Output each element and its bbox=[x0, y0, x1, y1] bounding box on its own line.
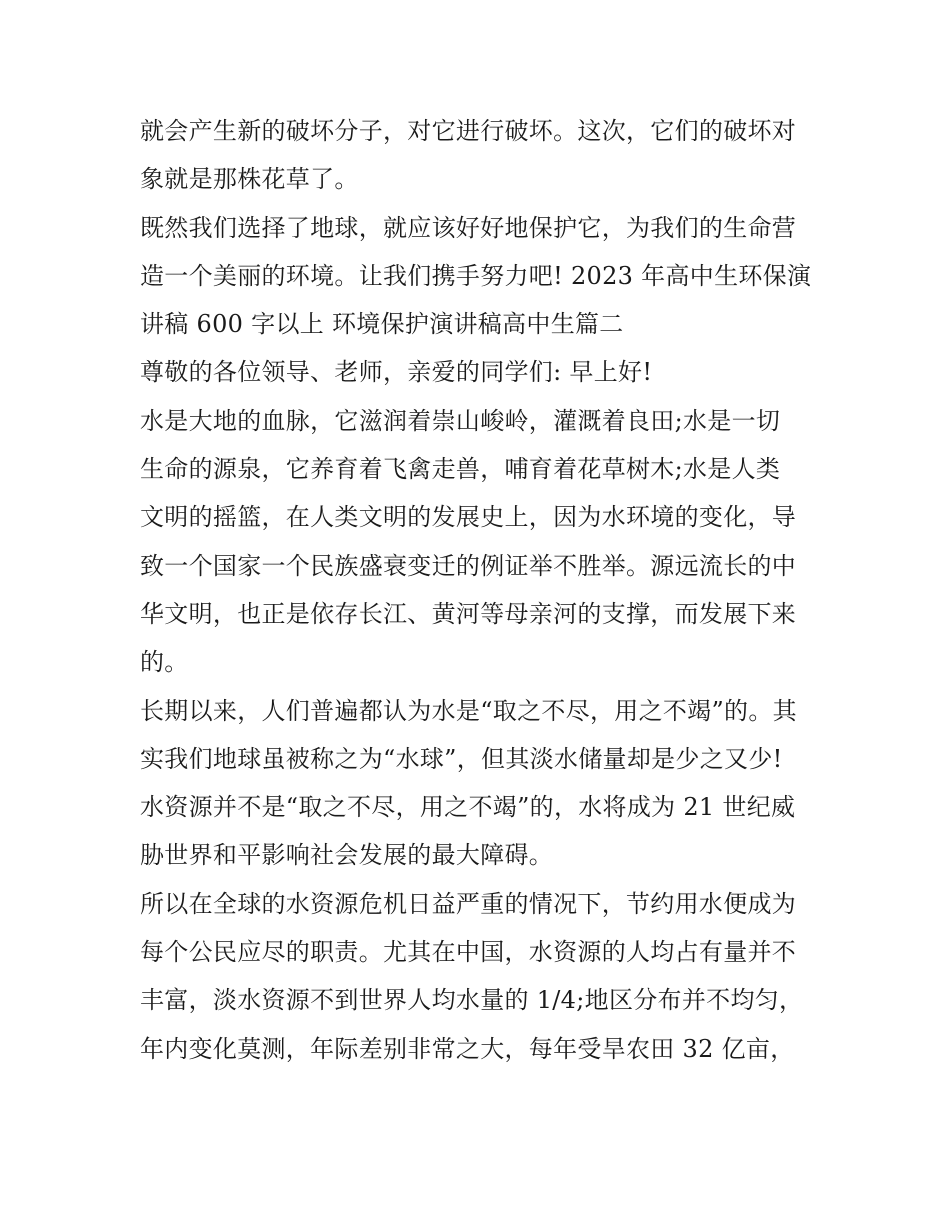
text-line: 就会产生新的破坏分子，对它进行破坏。这次，它们的破坏对 bbox=[140, 117, 797, 145]
text-line: 丰富，淡水资源不到世界人均水量的 1/4;地区分布并不均匀， bbox=[140, 986, 804, 1015]
text-line: 年内变化莫测，年际差别非常之大，每年受旱农田 32 亿亩， bbox=[140, 1034, 795, 1063]
text-line: 的。 bbox=[140, 648, 189, 677]
text-line: 华文明，也正是依存长江、黄河等母亲河的支撑，而发展下来 bbox=[140, 599, 797, 628]
text-line: 致一个国家一个民族盛衰变迁的例证举不胜举。源远流长的中 bbox=[140, 551, 797, 580]
text-line: 既然我们选择了地球，就应该好好地保护它，为我们的生命营 bbox=[140, 213, 797, 242]
text-line: 文明的摇篮，在人类文明的发展史上，因为水环境的变化，导 bbox=[140, 503, 797, 532]
text-line: 胁世界和平影响社会发展的最大障碍。 bbox=[140, 841, 554, 870]
text-line: 讲稿 600 字以上 环境保护演讲稿高中生篇二 bbox=[140, 310, 624, 339]
text-line: 尊敬的各位领导、老师，亲爱的同学们: 早上好! bbox=[140, 358, 653, 387]
text-line: 生命的源泉，它养育着飞禽走兽，哺育着花草树木;水是人类 bbox=[140, 455, 781, 484]
text-line: 造一个美丽的环境。让我们携手努力吧! 2023 年高中生环保演 bbox=[140, 261, 812, 290]
text-line: 长期以来，人们普遍都认为水是“取之不尽，用之不竭”的。其 bbox=[140, 696, 797, 725]
text-line: 象就是那株花草了。 bbox=[140, 165, 359, 194]
text-line: 水资源并不是“取之不尽，用之不竭”的，水将成为 21 世纪威 bbox=[140, 793, 796, 822]
text-line: 实我们地球虽被称之为“水球”，但其淡水储量却是少之又少! bbox=[140, 744, 783, 773]
text-line: 每个公民应尽的职责。尤其在中国，水资源的人均占有量并不 bbox=[140, 938, 797, 967]
document-body bbox=[140, 107, 830, 1073]
text-line: 水是大地的血脉，它滋润着崇山峻岭，灌溉着良田;水是一切 bbox=[140, 406, 781, 435]
text-line: 所以在全球的水资源危机日益严重的情况下，节约用水便成为 bbox=[140, 889, 797, 918]
